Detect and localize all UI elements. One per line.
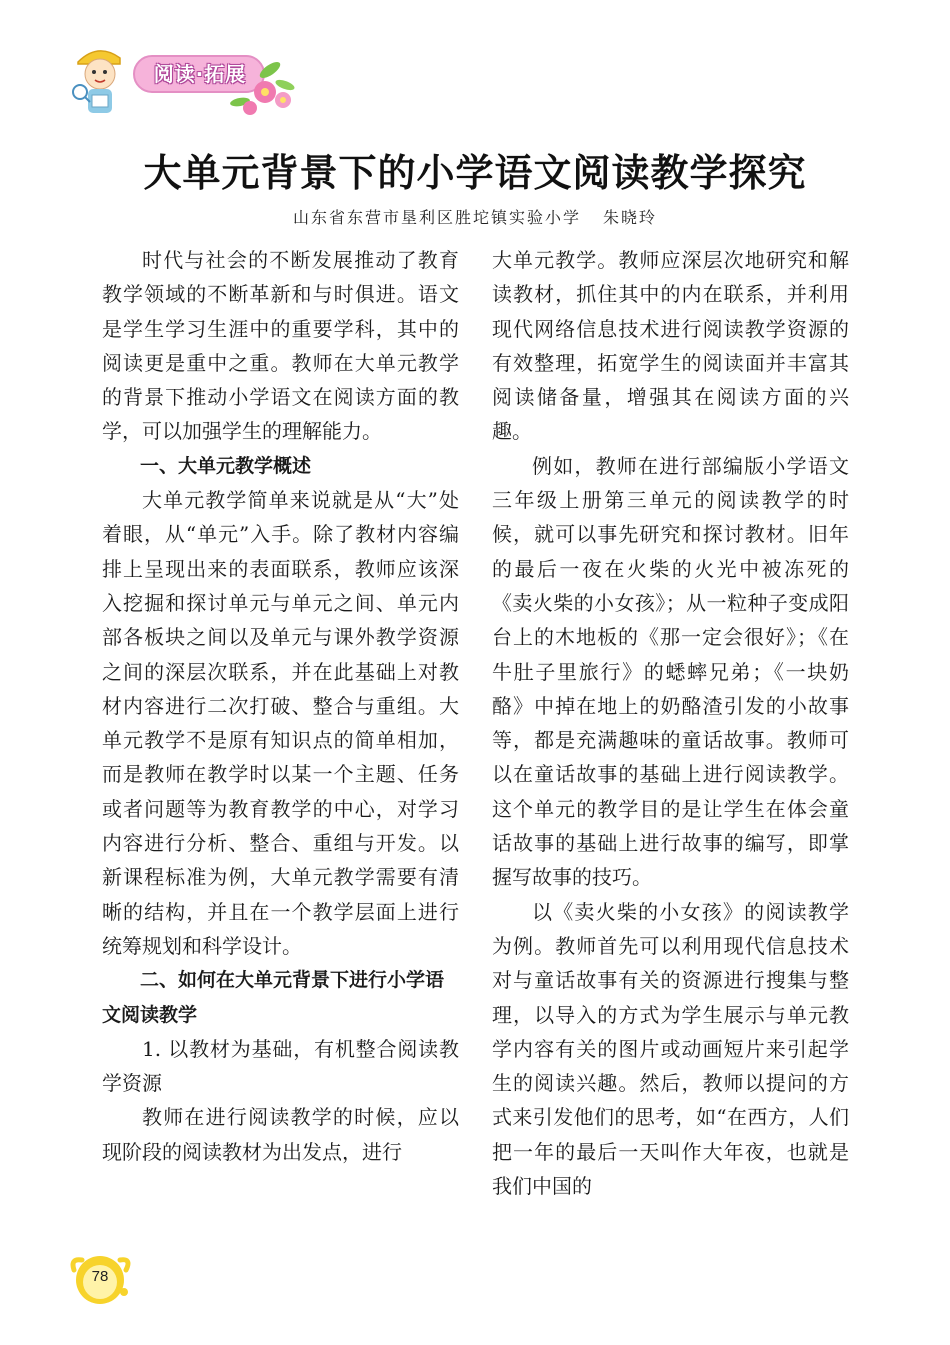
paragraph: 时代与社会的不断发展推动了教育教学领域的不断革新和与时俱进。语文是学生学习生涯中的重要学科，其中的阅读更是重中之重。教师在大单元教学的背景下推动小学语文在阅读方面的教学，可以加强学生的理解能力。 xyxy=(102,248,459,444)
section-label: 阅读·拓展 xyxy=(153,62,247,86)
paragraph: 大单元教学。教师应深层次地研究和解读教材，抓住其中的内在联系，并利用现代网络信息技术进行阅读教学资源的有效整理，拓宽学生的阅读面并丰富其阅读储备量，增强其在阅读方面的兴趣。 xyxy=(492,248,849,444)
right-column xyxy=(492,243,849,1203)
page-number: 78 xyxy=(91,1268,109,1285)
section-heading: 一、大单元教学概述 xyxy=(140,454,312,477)
section-heading: 二、如何在大单元背景下进行小学语文阅读教学 xyxy=(102,969,445,1026)
paragraph: 教师在进行阅读教学的时候，应以现阶段的阅读教材为出发点，进行 xyxy=(102,1105,459,1164)
paragraph: 以《卖火柴的小女孩》的阅读教学为例。教师首先可以利用现代信息技术对与童话故事有关的资源进行搜集与整理，以导入的方式为学生展示与单元教学内容有关的图片或动画短片来引起学生的阅读兴趣。然后，教师以提问的方式来引发他们的思考，如“在西方，人们把一年的最后一天叫作大年夜，也就是我们中国的 xyxy=(492,899,849,1199)
paragraph: 大单元教学简单来说就是从“大”处着眼，从“单元”入手。除了教材内容编排上呈现出来的表面联系，教师应该深入挖掘和探讨单元与单元之间、单元内部各板块之间以及单元与课外教学资源之间的深层次联系，并在此基础上对教材内容进行二次打破、整合与重组。大单元教学不是原有知识点的简单相加，而是教师在教学时以某一个主题、任务或者问题等为教育教学的中心，对学习内容进行分析、整合、重组与开发。以新课程标准为例，大单元教学需要有清晰的结构，并且在一个教学层面上进行统筹规划和科学设计。 xyxy=(102,488,459,958)
byline xyxy=(0,205,950,228)
subsection-heading: 1. 以教材为基础，有机整合阅读教学资源 xyxy=(102,1036,459,1096)
author-affiliation: 山东省东营市垦利区胜坨镇实验小学 xyxy=(292,208,581,227)
author-name: 朱晓玲 xyxy=(603,208,658,227)
paragraph: 例如，教师在进行部编版小学语文三年级上册第三单元的阅读教学的时候，就可以事先研究和探讨教材。旧年的最后一夜在火柴的火光中被冻死的《卖火柴的小女孩》；从一粒种子变成阳台上的木地板的《那一定会很好》；《在牛肚子里旅行》的蟋蟀兄弟；《一块奶酪》中掉在地上的奶酪渣引发的小故事等，都是充满趣味的童话故事。教师可以在童话故事的基础上进行阅读教学。这个单元的教学目的是让学生在体会童话故事的基础上进行故事的编写，即掌握写故事的技巧。 xyxy=(492,453,849,890)
child-mascot-icon xyxy=(73,51,120,113)
left-column xyxy=(102,243,459,1169)
article-title: 大单元背景下的小学语文阅读教学探究 xyxy=(143,151,807,195)
